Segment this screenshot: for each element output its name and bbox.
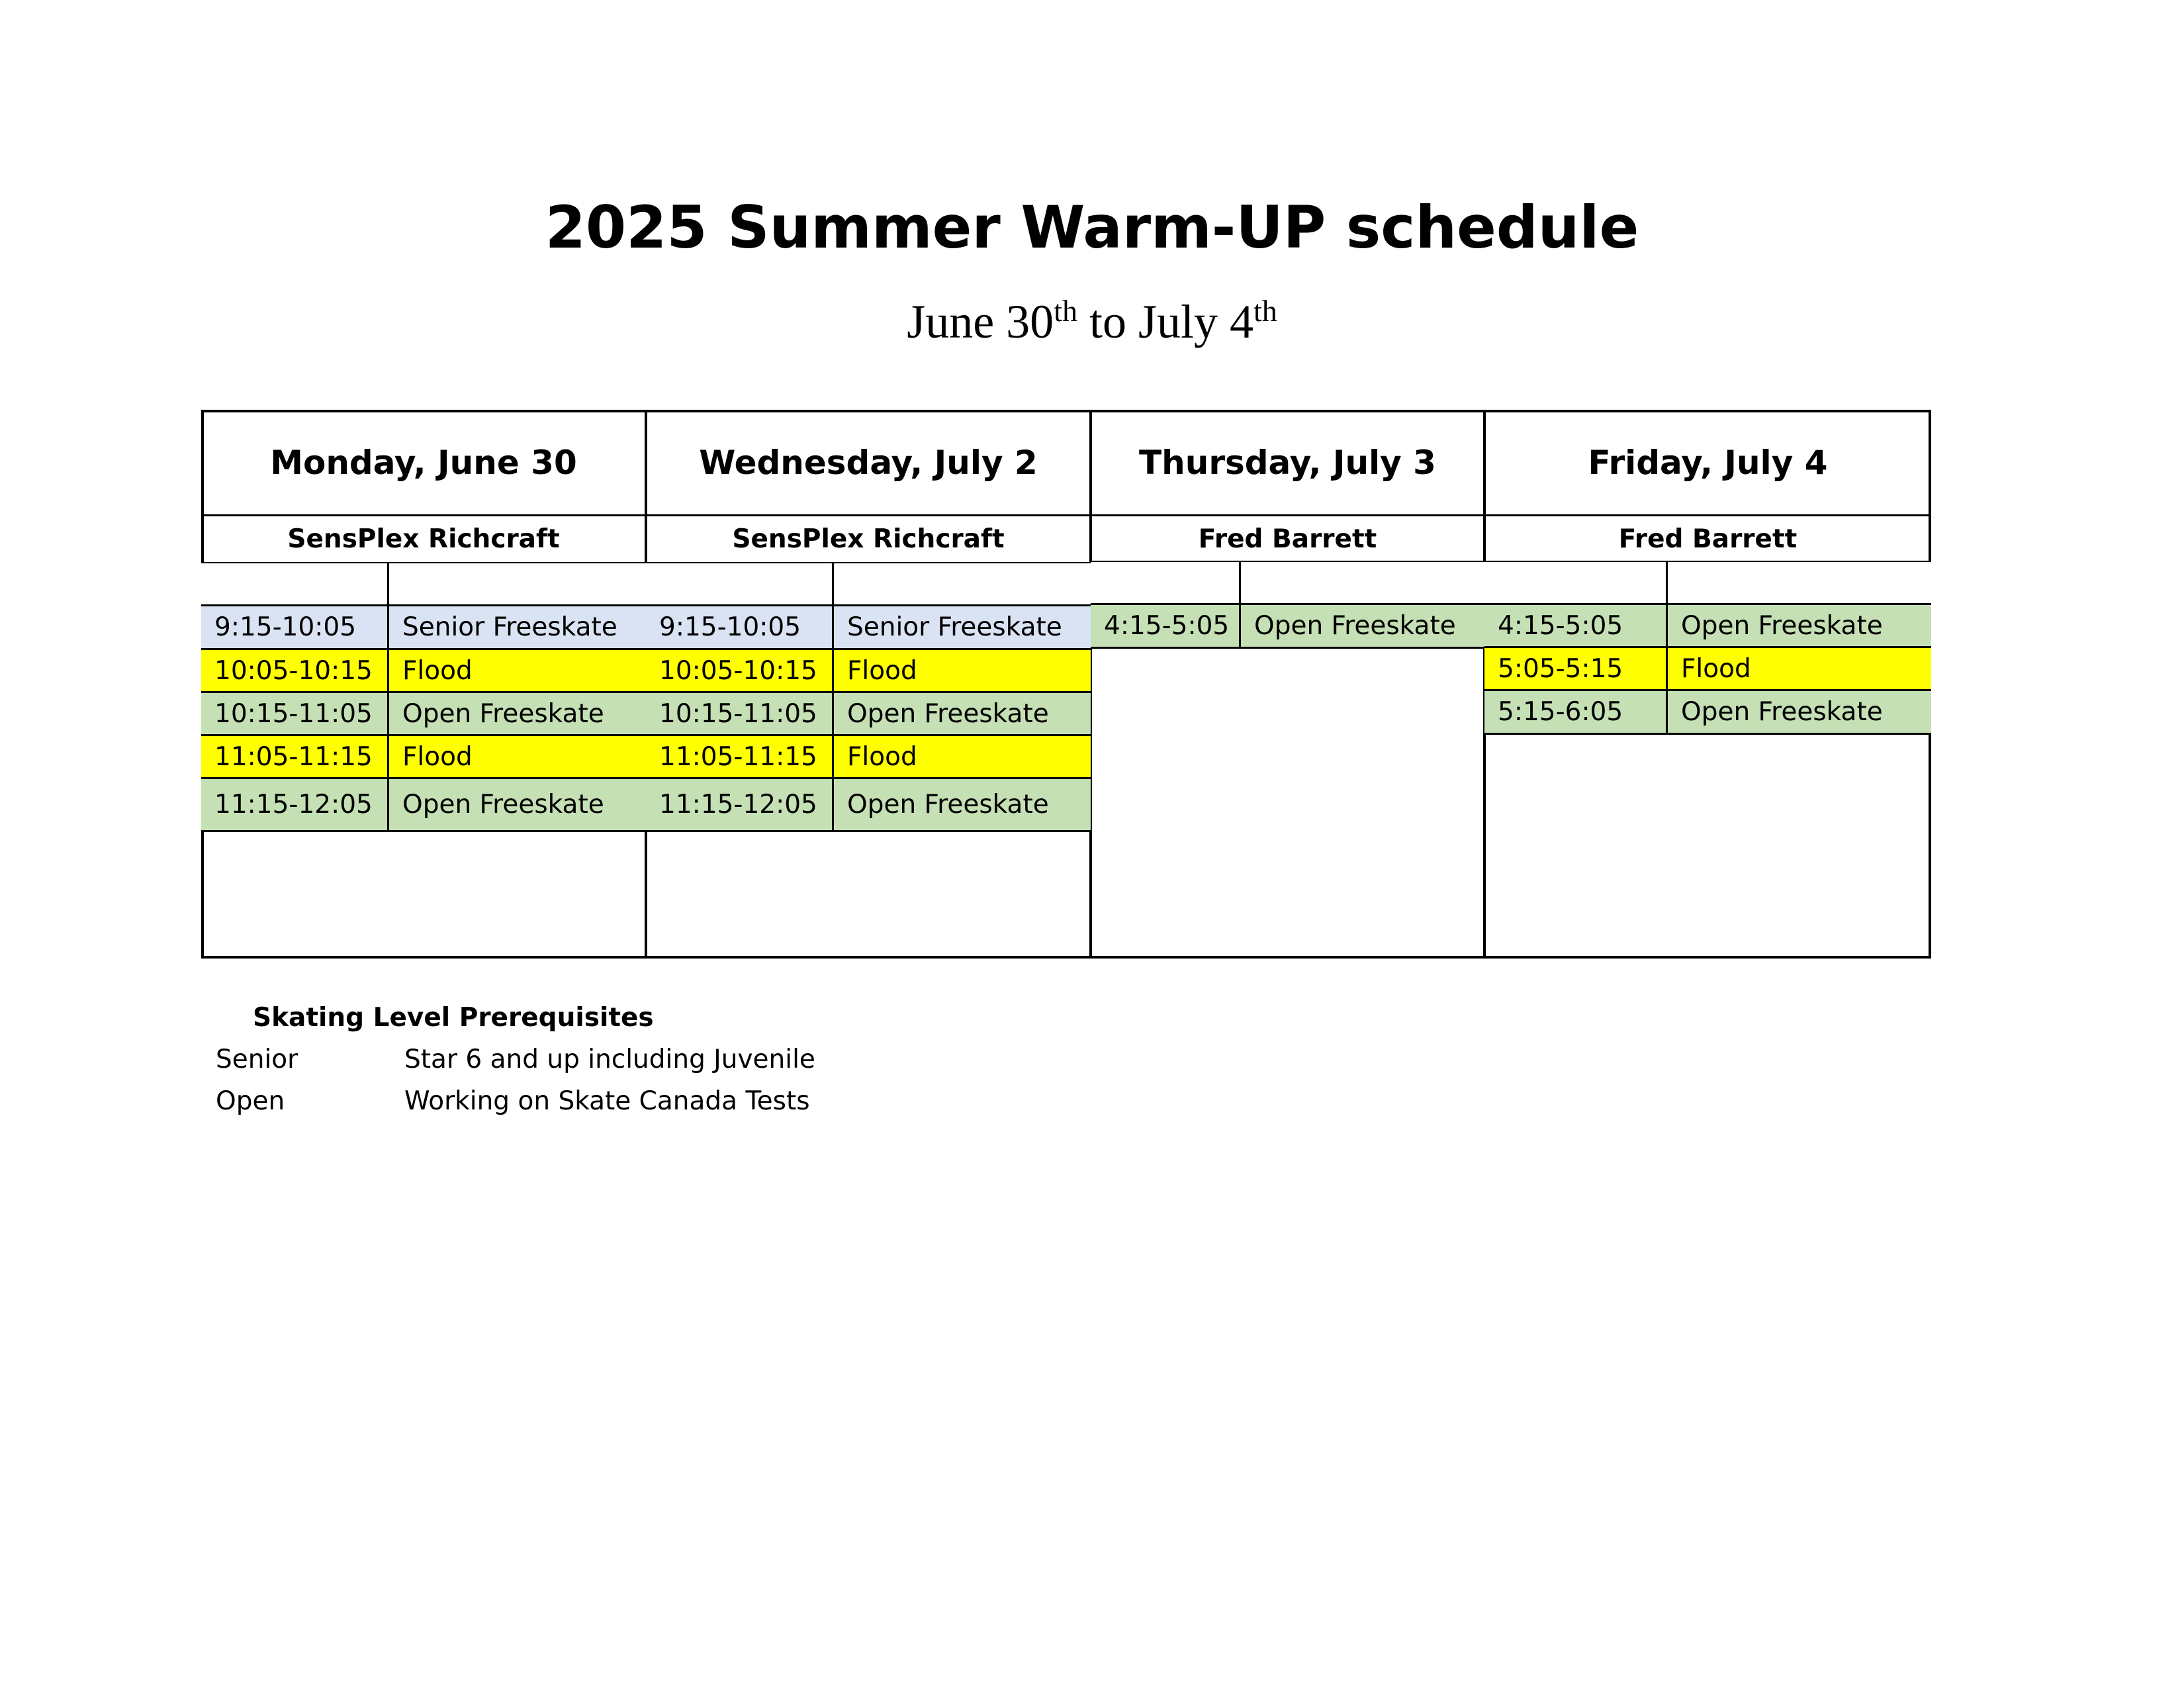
blank-cell [201, 563, 389, 606]
session-activity: Open Freeskate [1668, 605, 1931, 648]
day-title: Monday, June 30 [270, 444, 577, 482]
venue-name: SensPlex Richcraft [287, 524, 560, 554]
session-activity: Flood [834, 736, 1091, 779]
prerequisites-heading: Skating Level Prerequisites [253, 1003, 654, 1033]
session-activity: Flood [1668, 648, 1931, 691]
session-time: 4:15-5:05 [1091, 605, 1241, 649]
session-time: 9:15-10:05 [646, 606, 834, 650]
session-activity: Open Freeskate [1241, 605, 1484, 649]
venue-name: Fred Barrett [1198, 524, 1377, 554]
session-activity: Open Freeskate [389, 693, 646, 736]
session-time: 11:05-11:15 [201, 736, 389, 779]
blank-cell [1241, 562, 1484, 605]
session-time: 10:05-10:15 [201, 650, 389, 693]
prerequisite-level: Open [216, 1086, 285, 1116]
blank-cell [389, 563, 646, 606]
session-activity: Flood [389, 650, 646, 693]
venue-name: SensPlex Richcraft [732, 524, 1005, 554]
session-activity: Flood [834, 650, 1091, 693]
blank-cell [1668, 562, 1931, 605]
session-time: 11:15-12:05 [201, 779, 389, 832]
session-activity: Open Freeskate [834, 693, 1091, 736]
session-time: 10:15-11:05 [201, 693, 389, 736]
venue-name: Fred Barrett [1618, 524, 1797, 554]
date-range-start: June 30 [907, 295, 1054, 348]
session-activity: Open Freeskate [389, 779, 646, 832]
prerequisite-level: Senior [216, 1045, 298, 1074]
date-range [0, 294, 2184, 348]
session-activity: Flood [389, 736, 646, 779]
page-title: 2025 Summer Warm-UP schedule [545, 193, 1639, 261]
prerequisite-description: Working on Skate Canada Tests [404, 1086, 810, 1116]
session-time: 11:15-12:05 [646, 779, 834, 832]
blank-cell [1091, 562, 1241, 605]
session-activity: Senior Freeskate [834, 606, 1091, 650]
session-time: 10:05-10:15 [646, 650, 834, 693]
day-title: Thursday, July 3 [1139, 444, 1436, 482]
blank-cell [646, 563, 834, 606]
blank-cell [1484, 562, 1668, 605]
session-time: 4:15-5:05 [1484, 605, 1668, 648]
date-range-start-suffix: th [1054, 294, 1077, 328]
date-range-end-suffix: th [1253, 294, 1277, 328]
session-time: 5:15-6:05 [1484, 691, 1668, 735]
day-title: Friday, July 4 [1588, 444, 1828, 482]
session-time: 10:15-11:05 [646, 693, 834, 736]
session-time: 9:15-10:05 [201, 606, 389, 650]
session-time: 11:05-11:15 [646, 736, 834, 779]
blank-cell [834, 563, 1091, 606]
session-activity: Open Freeskate [834, 779, 1091, 832]
session-time: 5:05-5:15 [1484, 648, 1668, 691]
date-range-end: to July 4 [1077, 295, 1253, 348]
prerequisite-description: Star 6 and up including Juvenile [404, 1045, 815, 1074]
session-activity: Senior Freeskate [389, 606, 646, 650]
session-activity: Open Freeskate [1668, 691, 1931, 735]
day-title: Wednesday, July 2 [699, 444, 1038, 482]
